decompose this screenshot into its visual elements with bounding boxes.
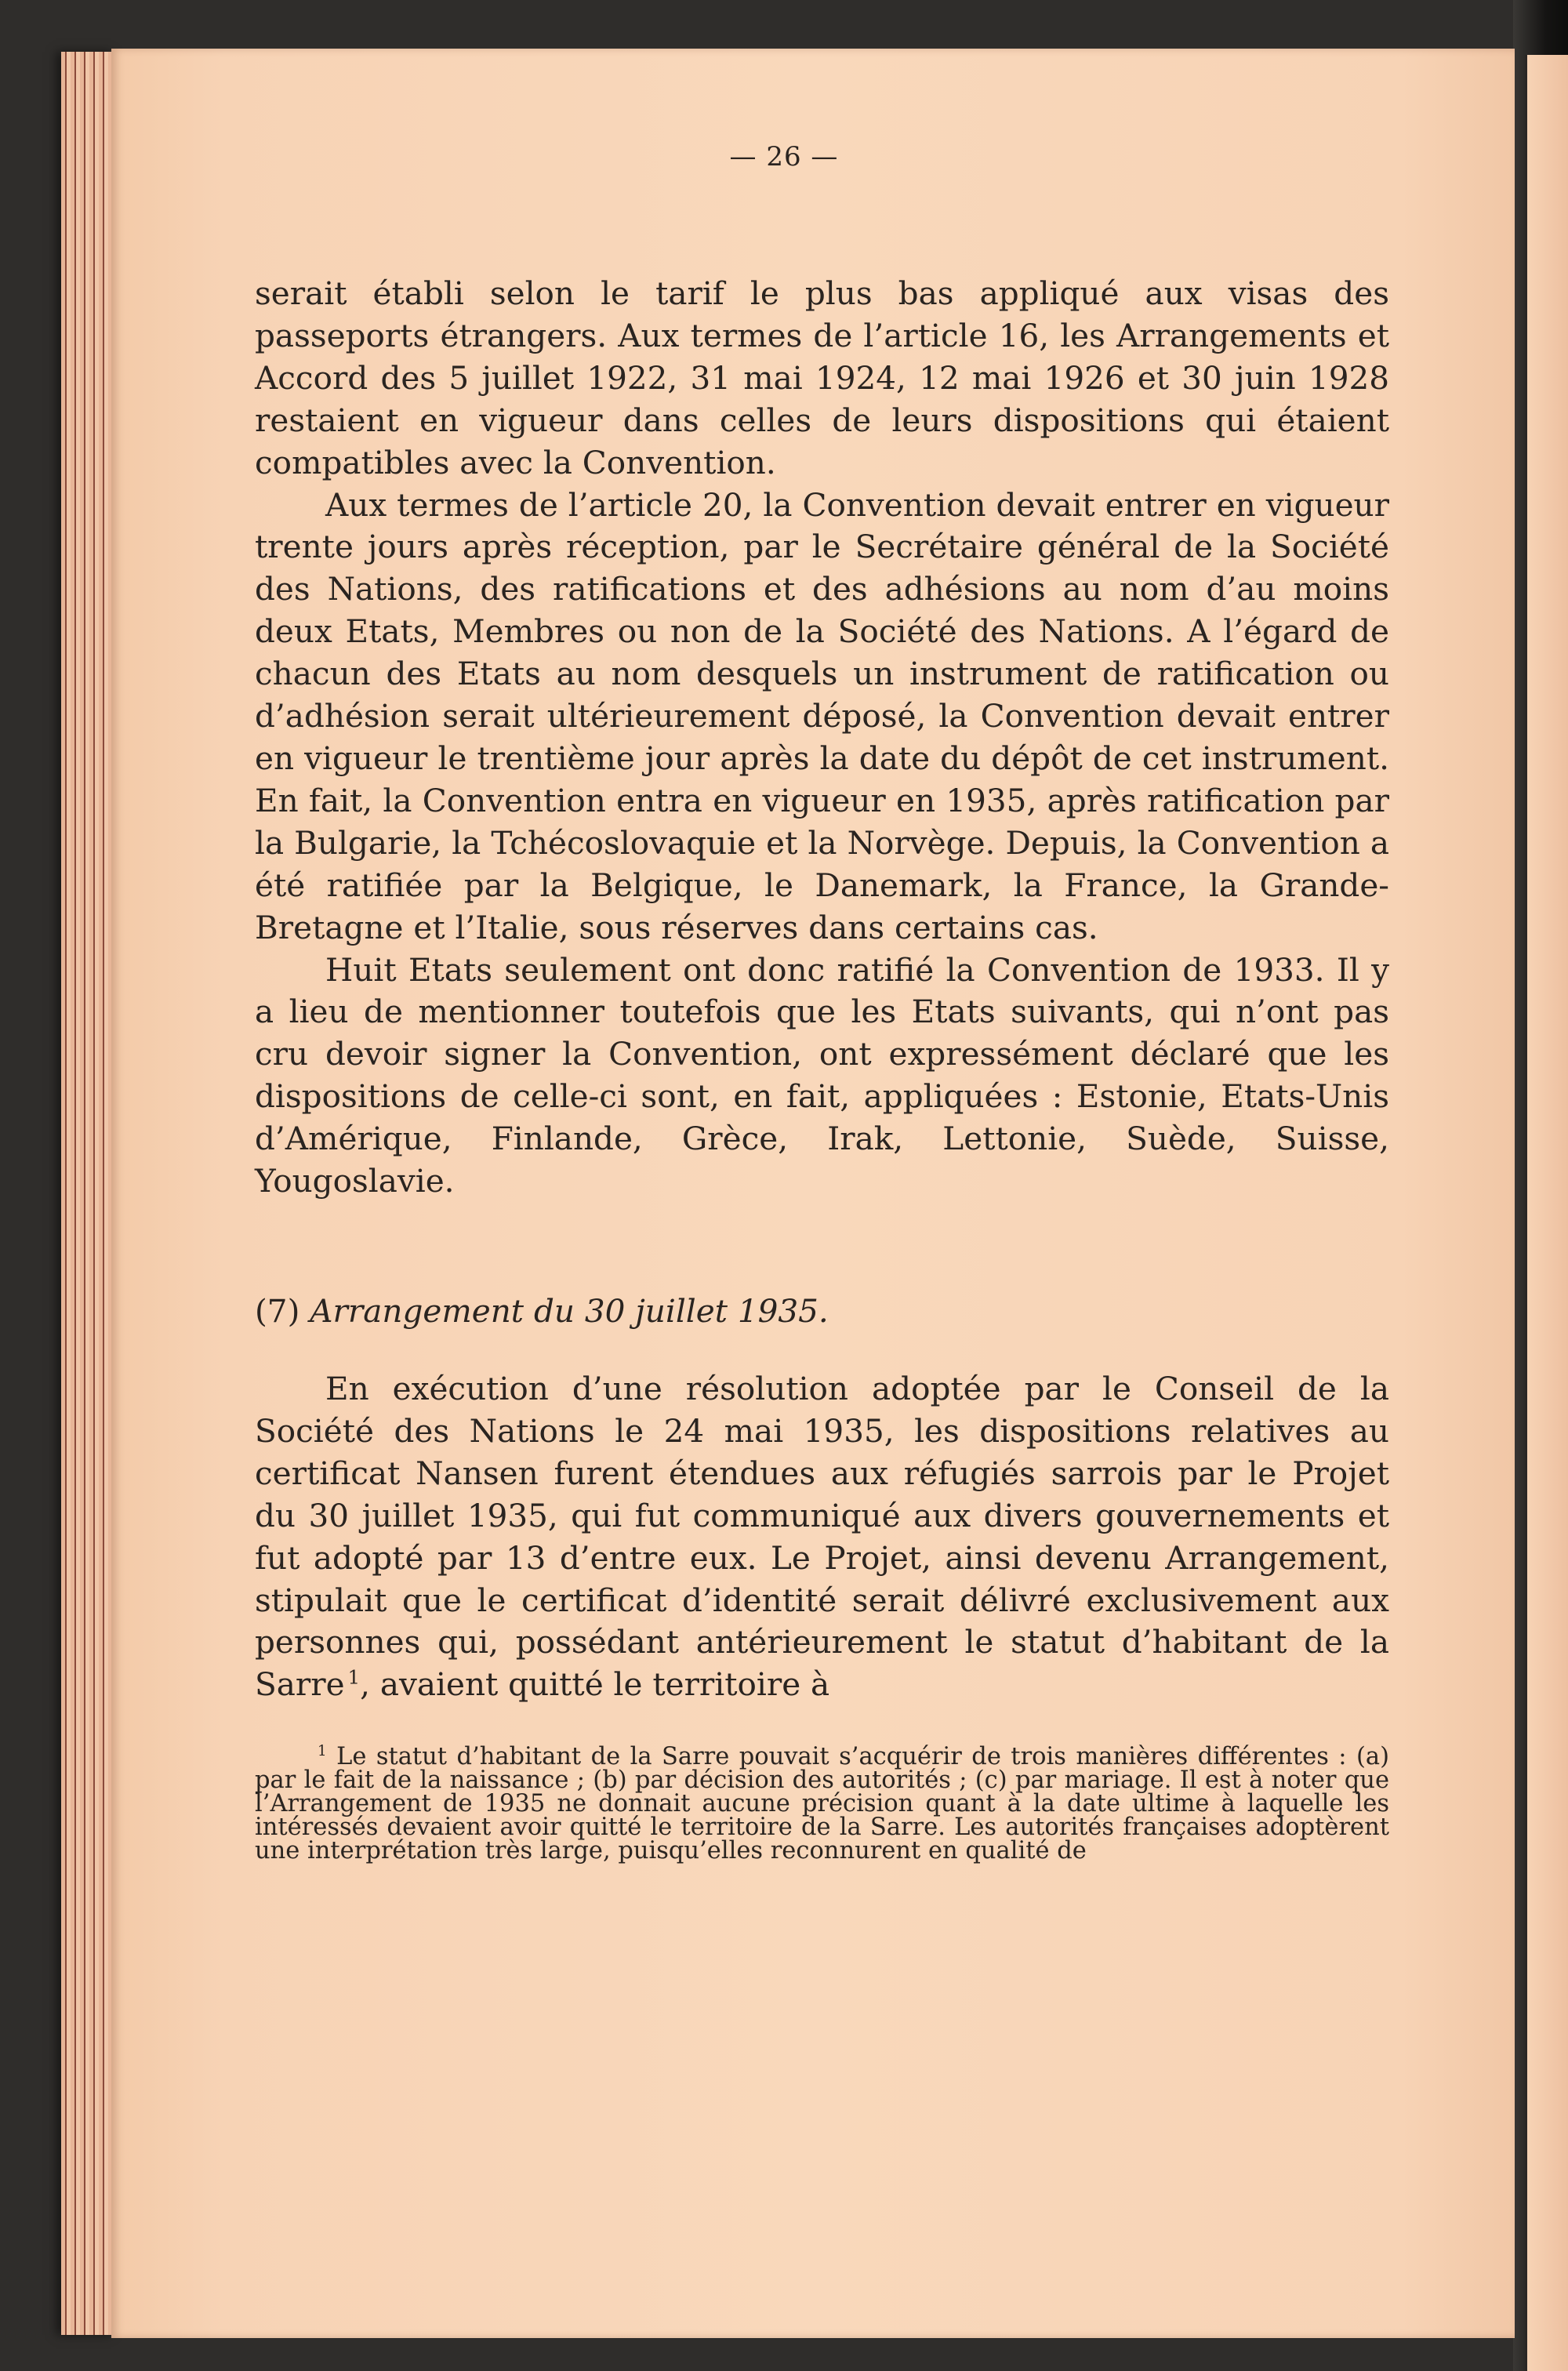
section-paragraph-continuation: , avaient quitté le territoire à <box>360 1665 830 1704</box>
section-heading <box>255 1292 1389 1330</box>
paragraph-1: serait établi selon le tarif le plus bas appliqué aux visas des passeports étrangers. Aux termes de l’article 16, les Arrangements et Accord des 5 juillet 1922, 31 mai 1924, 12 mai 1926 et 30 juin 1928 restaient en vigueur dans celles de leurs dispositions qui étaient compatibles avec la Convention. <box>255 274 1389 481</box>
section-paragraph-text: En exécution d’une résolution adoptée par le Conseil de la Société des Nations le 24 mai 1935, les dispositions relatives au certificat Nansen furent étendues aux réfugiés sarrois par le Projet du 30 juillet 1935, qui fut communiqué aux divers gouvernements et fut adopté par 13 d’entre eux. Le Projet, ainsi devenu Arrangement, stipulait que le certificat d’identité serait délivré exclusivement aux personnes qui, possédant antérieurement le statut d’habitant de la Sarre <box>255 1370 1389 1704</box>
book-page-edges <box>61 52 116 2335</box>
footnote-marker: 1 <box>318 1742 327 1759</box>
footnote-reference: 1 <box>347 1665 361 1689</box>
section-number: (7) <box>255 1292 300 1330</box>
paragraph-3: Huit Etats seulement ont donc ratifié la Convention de 1933. Il y a lieu de mentionner toutefois que les Etats suivants, qui n’ont pas cru devoir signer la Convention, ont expressément déclaré que les dispositions de celle-ci sont, en fait, appliquées : Estonie, Etats-Unis d’Amérique, Finlande, Grèce, Irak, Lettonie, Suède, Suisse, Yougoslavie. <box>255 950 1389 1200</box>
section-title: Arrangement du 30 juillet 1935. <box>310 1292 829 1330</box>
section-paragraph <box>255 1368 1389 1706</box>
paragraph-2: Aux termes de l’article 20, la Convention devait entrer en vigueur trente jours après réception, par le Secrétaire général de la Société des Nations, des ratifications et des adhésions au nom d’au moins deux Etats, Membres ou non de la Société des Nations. A l’égard de chacun des Etats au nom desquels un instrument de ratification ou d’adhésion serait ultérieurement déposé, la Convention devait entrer en vigueur le trentième jour après la date du dépôt de cet instrument. En fait, la Convention entra en vigueur en 1935, après ratification par la Bulgarie, la Tchécoslovaquie et la Norvège. Depuis, la Convention a été ratifiée par la Belgique, le Danemark, la France, la Grande-Bretagne et l’Italie, sous réserves dans certains cas. <box>255 485 1389 946</box>
footnote-1 <box>255 1742 1389 1864</box>
footnotes-block <box>255 1742 1389 1864</box>
page-number: — 26 — <box>729 141 839 172</box>
facing-page-edge <box>1525 55 1568 2371</box>
section-text-block <box>255 1368 1389 1706</box>
main-text-block <box>255 273 1389 1203</box>
footnote-text: Le statut d’habitant de la Sarre pouvait s’acquérir de trois manières différentes : (a) par le fait de la naissance ; (b) par décision des autorités ; (c) par mariage. Il est à noter que l’Arrangement de 1935 ne donnait aucune précision quant à la date ultime à laquelle les intéressés devaient avoir quitté le territoire de la Sarre. Les autorités françaises adoptèrent une interprétation très large, puisqu’elles reconnurent en qualité de <box>255 1743 1389 1864</box>
